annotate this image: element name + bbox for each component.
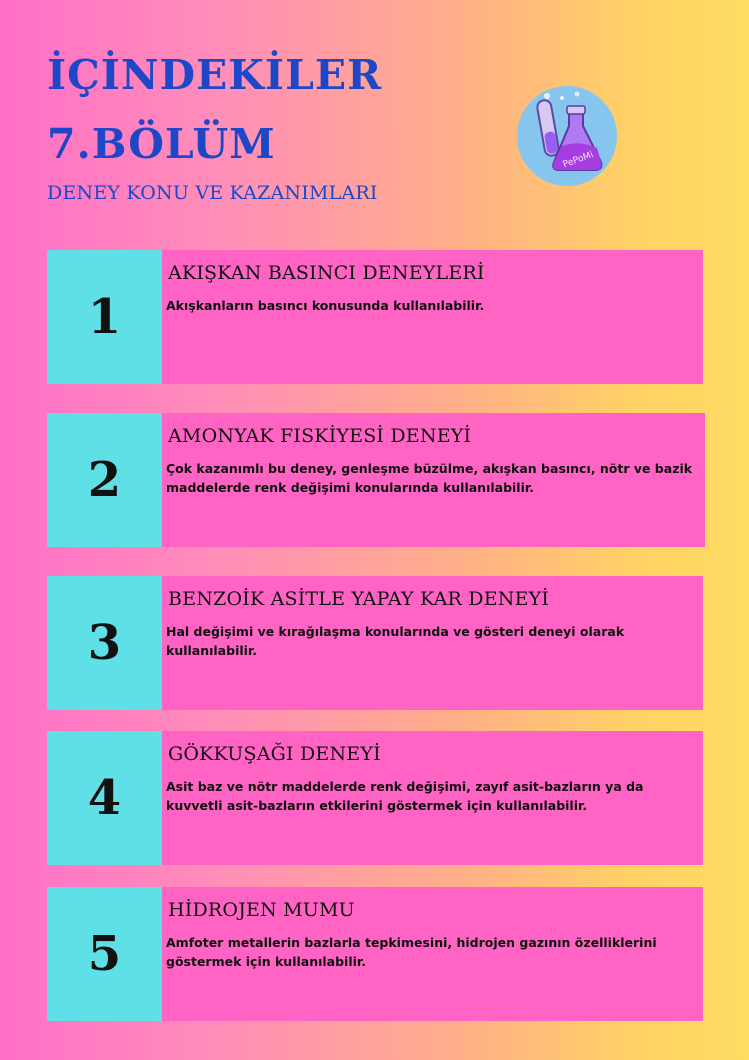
item-number-box	[47, 731, 162, 865]
item-title: HİDROJEN MUMU	[168, 899, 355, 921]
toc-item-3	[47, 576, 703, 710]
toc-item-1	[47, 250, 703, 384]
item-number: 2	[87, 452, 122, 508]
item-number-box	[47, 576, 162, 710]
section-subtitle: DENEY KONU VE KAZANIMLARI	[47, 182, 378, 204]
chapter-title: 7.BÖLÜM	[47, 120, 276, 168]
item-number-box	[47, 413, 162, 547]
item-number: 5	[87, 926, 122, 982]
item-number: 1	[87, 289, 122, 345]
item-content	[162, 576, 703, 710]
page-title: İÇİNDEKİLER	[47, 51, 383, 99]
item-description: Amfoter metallerin bazlarla tepkimesini, hidrojen gazının özelliklerini göstermek için kullanılabilir.	[166, 935, 657, 969]
item-content	[162, 731, 703, 865]
item-title: AKIŞKAN BASINCI DENEYLERİ	[168, 262, 485, 284]
item-content	[162, 413, 705, 547]
logo-text: PePoMi	[561, 150, 595, 171]
item-number: 3	[87, 615, 122, 671]
item-number-box	[47, 250, 162, 384]
flask-logo-icon	[517, 86, 617, 186]
item-number-box	[47, 887, 162, 1021]
item-title: AMONYAK FISKİYESİ DENEYİ	[168, 425, 472, 447]
toc-item-4	[47, 731, 703, 865]
item-description: Çok kazanımlı bu deney, genleşme büzülme, akışkan basıncı, nötr ve bazik maddelerde renk değişimi konularında kullanılabilir.	[166, 461, 693, 495]
toc-item-2	[47, 413, 705, 547]
item-content	[162, 250, 703, 384]
item-description: Akışkanların basıncı konusunda kullanılabilir.	[166, 298, 485, 313]
item-content	[162, 887, 703, 1021]
item-number: 4	[87, 770, 122, 826]
item-title: GÖKKUŞAĞI DENEYİ	[168, 743, 381, 765]
item-description: Asit baz ve nötr maddelerde renk değişimi, zayıf asit-bazların ya da kuvvetli asit-bazların etkilerini göstermek için kullanılabilir.	[166, 779, 644, 813]
item-title: BENZOİK ASİTLE YAPAY KAR DENEYİ	[168, 588, 550, 610]
toc-item-5	[47, 887, 703, 1021]
item-description: Hal değişimi ve kırağılaşma konularında ve gösteri deneyi olarak kullanılabilir.	[166, 624, 625, 658]
